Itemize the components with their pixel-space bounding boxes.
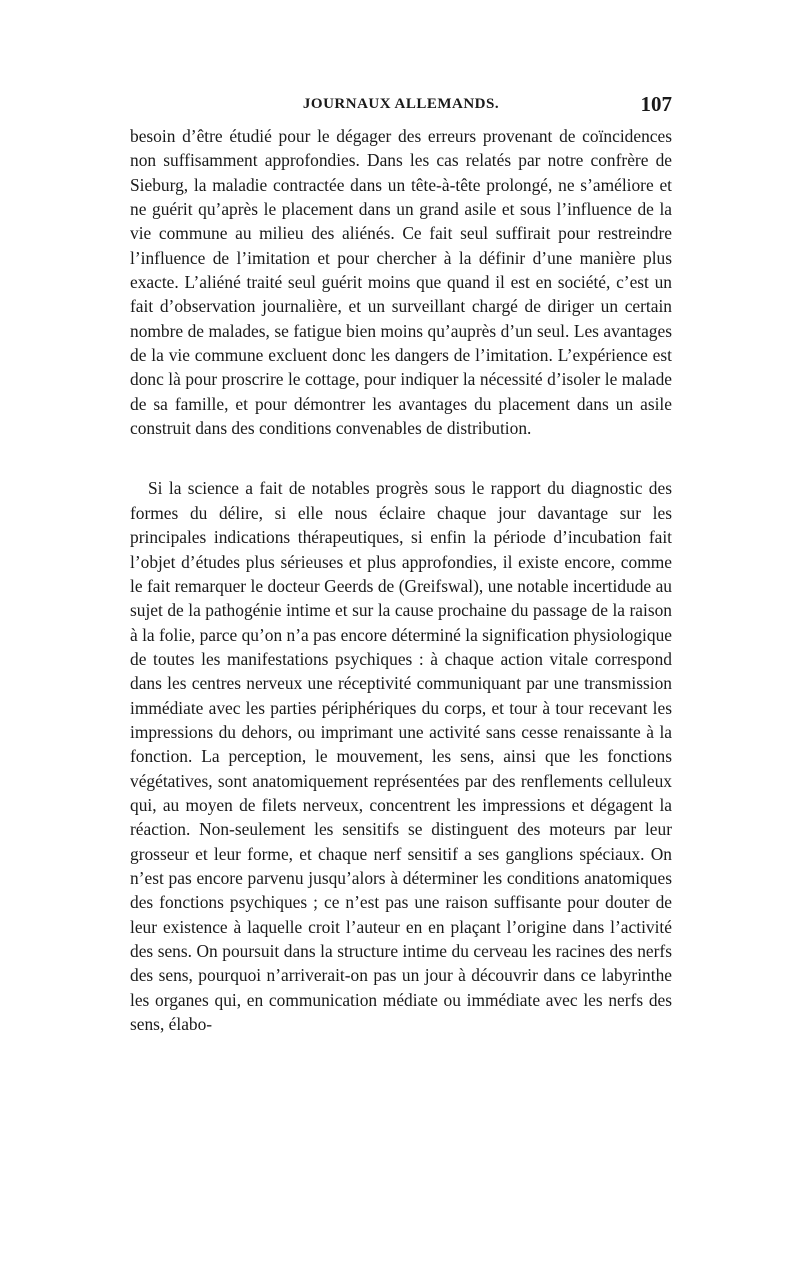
paragraph-continued: besoin d’être étudié pour le dégager des erreurs provenant de coïncidences non suffisamment approfondies. Dans les cas relatés par notre confrère de Sieburg, la maladie contractée dans un tête-à-tête prolongé, ne s’améliore et ne guérit qu’après le placement dans un grand asile et sous l’influence de la vie commune au milieu des aliénés. Ce fait seul suffirait pour restreindre l’influence de l’imitation et pour chercher à la définir d’une manière plus exacte. L’aliéné traité seul guérit moins que quand il est en société, c’est un fait d’observation journalière, et un surveillant chargé de diriger un certain nombre de malades, se fatigue bien moins qu’auprès d’un seul. Les avantages de la vie commune excluent donc les dangers de l’imitation. L’expérience est donc là pour proscrire le cottage, pour indiquer la nécessité d’isoler le malade de sa famille, et pour démontrer les avantages du placement dans un asile construit dans des conditions convenables de distribution.: [130, 126, 672, 439]
running-head: [130, 92, 672, 116]
paragraph-new: Si la science a fait de notables progrès sous le rapport du diagnostic des formes du délire, si elle nous éclaire chaque jour davantage sur les principales indications thérapeutiques, si enfin la période d’incubation fait l’objet d’études plus sérieuses et plus approfondies, il existe encore, comme le fait remarquer le docteur Geerds de (Greifswal), une notable incertidude au sujet de la pathogénie intime et sur la cause prochaine du passage de la raison à la folie, parce qu’on n’a pas encore déterminé la signification physiologique de toutes les manifestations psychiques : à chaque action vitale correspond dans les centres nerveux une réceptivité communiquant par une transmission immédiate avec les parties périphériques du corps, et tour à tour recevant les impressions du dehors, ou imprimant une activité sans cesse renaissante à la fonction. La perception, le mouvement, les sens, ainsi que les fonctions végétatives, sont anatomiquement représentées par des renflements celluleux qui, au moyen de filets nerveux, concentrent les impressions et dégagent la réaction. Non-seulement les sensitifs se distinguent des moteurs par leur grosseur et leur forme, et chaque nerf sensitif a ses ganglions spéciaux. On n’est pas encore parvenu jusqu’alors à déterminer les conditions anatomiques des fonctions psychiques ; ce n’est pas une raison suffisante pour douter de leur existence à laquelle croit l’auteur en en plaçant l’origine dans l’activité des sens. On poursuit dans la structure intime du cerveau les racines des nerfs des sens, pourquoi n’arriverait-on pas un jour à découvrir dans ce labyrinthe les organes qui, en communication médiate ou immédiate avec les nerfs des sens, élabo-: [130, 478, 672, 1035]
body-text: [130, 124, 672, 1036]
running-title: JOURNAUX ALLEMANDS.: [302, 96, 500, 112]
page-number: 107: [640, 92, 672, 116]
